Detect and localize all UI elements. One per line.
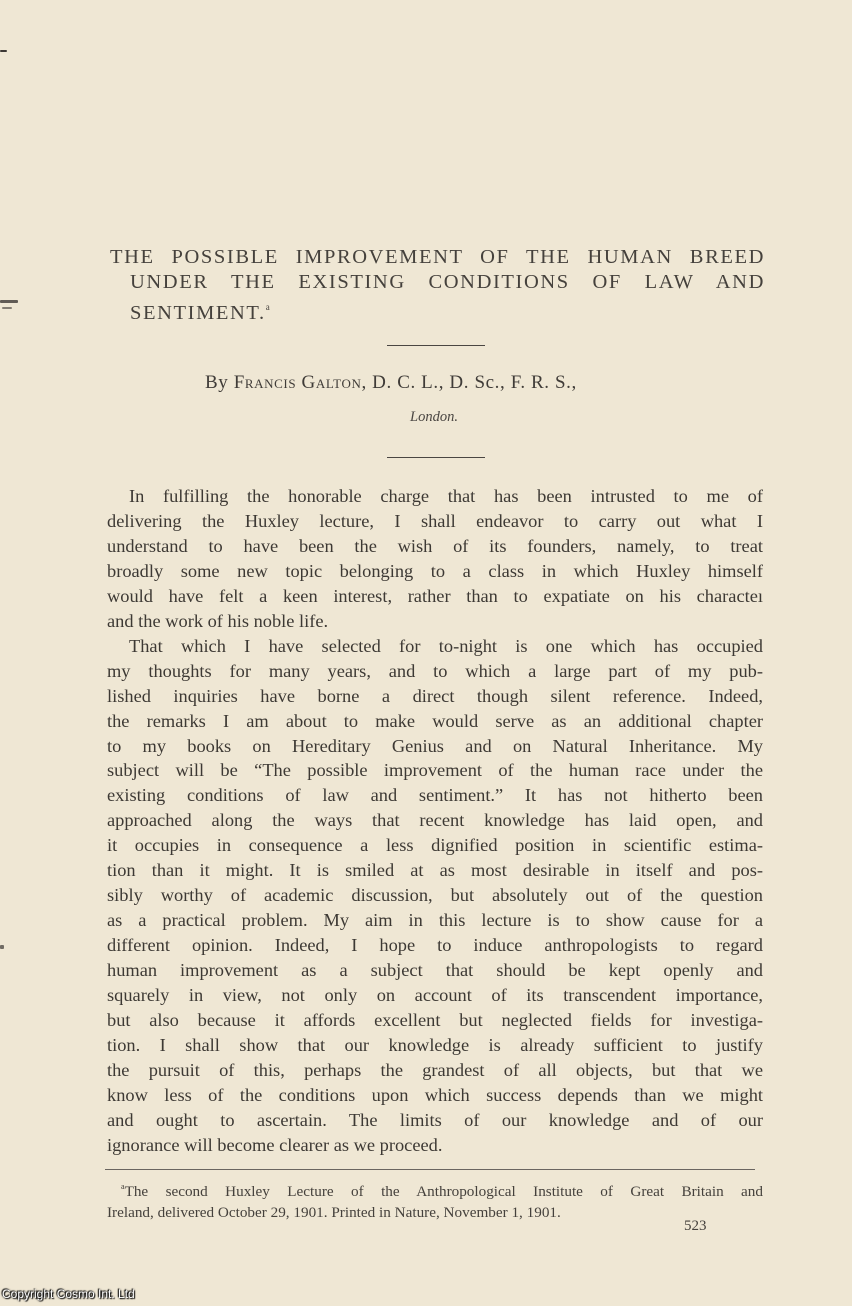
title-footnote-mark: a xyxy=(265,302,270,312)
footnote-line: Ireland, delivered October 29, 1901. Printed in Nature, November 1, 1901. xyxy=(107,1204,561,1221)
body-line: tion than it might. It is smiled at as most desirable in itself and pos- xyxy=(107,860,763,881)
author-degrees: , D. C. L., D. Sc., F. R. S., xyxy=(361,372,577,393)
byline-by: By xyxy=(205,372,229,393)
body-line: That which I have selected for to-night is one which has occupied xyxy=(129,635,763,656)
author-name: Francis Galton xyxy=(233,372,362,393)
title-line-3: SENTIMENT.$^a$ xyxy=(130,302,270,324)
page-number: 523 xyxy=(684,1218,707,1234)
body-line: but also because it affords excellent but neglected fields for investiga- xyxy=(107,1010,763,1031)
body-line: my thoughts for many years, and to which a large part of my pub- xyxy=(107,660,763,681)
footnote-divider xyxy=(105,1169,755,1170)
body-line: existing conditions of law and sentiment.” It has not hitherto been xyxy=(107,785,763,806)
body-line: to my books on Hereditary Genius and on Natural Inheritance. My xyxy=(107,735,763,756)
byline-divider xyxy=(387,457,485,458)
body-line: approached along the ways that recent knowledge has laid open, and xyxy=(107,810,763,831)
footnote-mark: a xyxy=(121,1182,125,1191)
body-line: In fulfilling the honorable charge that has been intrusted to me of xyxy=(129,486,763,506)
scan-speck xyxy=(0,50,7,52)
scan-speck xyxy=(0,300,18,303)
scan-speck xyxy=(0,945,4,949)
scan-speck xyxy=(2,307,12,309)
title-line-2: UNDER THE EXISTING CONDITIONS OF LAW AND xyxy=(130,271,765,293)
body-line: understand to have been the wish of its founders, namely, to treat xyxy=(107,535,763,556)
body-line: squarely in view, not only on account of its transcendent importance, xyxy=(107,985,763,1006)
body-line: broadly some new topic belonging to a class in which Huxley himself xyxy=(107,560,763,581)
body-line: the remarks I am about to make would serve as an additional chapter xyxy=(107,710,763,731)
title-divider xyxy=(387,345,485,346)
body-line: sibly worthy of academic discussion, but absolutely out of the question xyxy=(107,885,763,906)
body-line: human improvement as a subject that should be kept openly and xyxy=(107,960,763,981)
body-line: delivering the Huxley lecture, I shall endeavor to carry out what I xyxy=(107,510,763,531)
body-line: would have felt a keen interest, rather than to expatiate on his characteı xyxy=(107,585,763,606)
body-line: it occupies in consequence a less dignified position in scientific estima- xyxy=(107,835,763,856)
title-line-1: THE POSSIBLE IMPROVEMENT OF THE HUMAN BREED xyxy=(110,246,765,268)
author-place: London. xyxy=(410,409,458,425)
body-line: ignorance will become clearer as we proceed. xyxy=(107,1134,443,1155)
body-line: lished inquiries have borne a direct though silent reference. Indeed, xyxy=(107,685,763,706)
body-line: the pursuit of this, perhaps the grandest of all objects, but that we xyxy=(107,1059,763,1080)
body-line: as a practical problem. My aim in this lecture is to show cause for a xyxy=(107,910,763,931)
body-line: different opinion. Indeed, I hope to induce anthropologists to regard xyxy=(107,935,763,956)
body-text xyxy=(107,484,763,1158)
body-line: and ought to ascertain. The limits of our knowledge and of our xyxy=(107,1109,763,1130)
body-line: tion. I shall show that our knowledge is already sufficient to justify xyxy=(107,1034,763,1055)
footnote-line: $^a$The second Huxley Lecture of the Anthropological Institute of Great Britain and xyxy=(121,1182,763,1200)
body-line: and the work of his noble life. xyxy=(107,610,329,631)
footnote xyxy=(107,1176,763,1223)
body-line: subject will be “The possible improvement of the human race under the xyxy=(107,760,763,781)
body-line: know less of the conditions upon which success depends than we might xyxy=(107,1084,763,1105)
copyright-watermark: Copyright Cosmo Int. Ltd xyxy=(2,1287,135,1301)
article-title xyxy=(110,245,765,326)
byline xyxy=(205,372,675,394)
